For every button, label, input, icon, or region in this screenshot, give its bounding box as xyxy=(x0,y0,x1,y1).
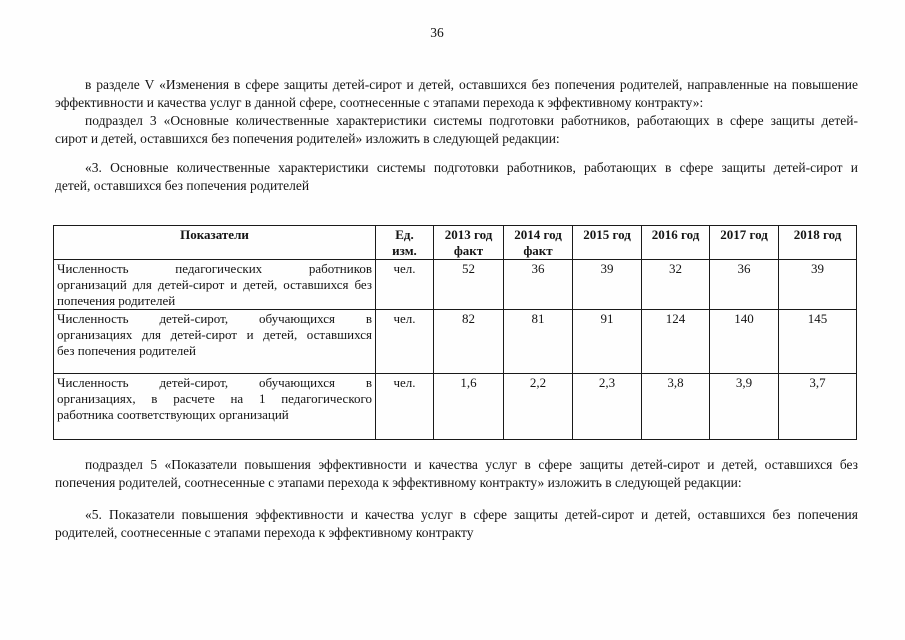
value-cell: 36 xyxy=(710,260,779,310)
value-cell: 81 xyxy=(504,310,573,374)
indicator-label xyxy=(54,374,376,440)
label-line: организациях для детей-сирот и детей, оставшихся xyxy=(57,327,372,342)
table-row xyxy=(54,260,857,310)
label-line: без попечения родителей xyxy=(57,343,196,358)
value-cell: 36 xyxy=(504,260,573,310)
value-cell: 3,8 xyxy=(642,374,710,440)
header-text: факт xyxy=(523,243,553,258)
value-cell: 82 xyxy=(434,310,504,374)
header-text: Показатели xyxy=(180,227,249,242)
value-cell: 3,7 xyxy=(779,374,857,440)
paragraph-line: «5. Показатели повышения эффективности и качества услуг в сфере защиты детей-сирот и детей, оставшихся без попечения xyxy=(85,507,858,522)
value-cell: 1,6 xyxy=(434,374,504,440)
indicator-label xyxy=(54,260,376,310)
paragraph-line: родителей, соотнесенные с этапами перехода к эффективному контракту xyxy=(55,525,474,540)
header-text: 2014 год xyxy=(514,227,562,242)
paragraph-section-v xyxy=(55,76,858,112)
label-line: Численность педагогических работников xyxy=(57,261,372,276)
table-header-year-2017 xyxy=(710,226,779,260)
header-text: 2016 год xyxy=(651,227,700,242)
table-header-year-2015 xyxy=(573,226,642,260)
unit-cell: чел. xyxy=(376,260,434,310)
paragraph-line: подраздел 5 «Показатели повышения эффективности и качества услуг в сфере защиты детей-сирот и детей, оставшихся без xyxy=(85,457,858,472)
value-cell: 2,3 xyxy=(573,374,642,440)
paragraph-line: подраздел 3 «Основные количественные характеристики системы подготовки работников, работающих в сфере защиты детей- xyxy=(85,113,858,128)
header-text: 2015 год xyxy=(583,227,631,242)
header-text: 2013 год xyxy=(444,227,493,242)
table-header-row xyxy=(54,226,857,260)
header-text: Ед. xyxy=(395,227,414,242)
value-cell: 3,9 xyxy=(710,374,779,440)
label-line: организациях, в расчете на 1 педагогического xyxy=(57,391,372,406)
label-line: работника соответствующих организаций xyxy=(57,407,289,422)
characteristics-table xyxy=(53,225,857,440)
header-text: 2017 год xyxy=(720,227,768,242)
table-row xyxy=(54,374,857,440)
table-header-indicator xyxy=(54,226,376,260)
value-cell: 2,2 xyxy=(504,374,573,440)
paragraph-line: сирот и детей, оставшихся без попечения родителей» изложить в следующей редакции: xyxy=(55,131,560,146)
paragraph-subsection-3-instruction xyxy=(55,112,858,148)
value-cell: 39 xyxy=(779,260,857,310)
paragraph-subsection-3-title xyxy=(55,159,858,195)
table-header-year-2018 xyxy=(779,226,857,260)
label-line: организаций для детей-сирот и детей, оставшихся без xyxy=(57,277,372,292)
header-text: 2018 год xyxy=(793,227,842,242)
paragraph-line: в разделе V «Изменения в сфере защиты детей-сирот и детей, оставшихся без попечения родителей, направленные на повышение xyxy=(85,77,858,92)
paragraph-subsection-5-instruction xyxy=(55,456,858,492)
value-cell: 39 xyxy=(573,260,642,310)
label-line: попечения родителей xyxy=(57,293,176,308)
header-text: факт xyxy=(453,243,484,258)
unit-cell: чел. xyxy=(376,374,434,440)
label-line: Численность детей-сирот, обучающихся в xyxy=(57,375,372,390)
unit-cell: чел. xyxy=(376,310,434,374)
table-header-unit xyxy=(376,226,434,260)
page-number: 36 xyxy=(430,25,444,40)
table-header-year-2013 xyxy=(434,226,504,260)
paragraph-line: детей, оставшихся без попечения родителей xyxy=(55,178,310,193)
paragraph-subsection-5-title xyxy=(55,506,858,542)
paragraph-line: «3. Основные количественные характеристики системы подготовки работников, работающих в сфере защиты детей-сирот и xyxy=(85,160,858,175)
table-header-year-2016 xyxy=(642,226,710,260)
value-cell: 91 xyxy=(573,310,642,374)
value-cell: 145 xyxy=(779,310,857,374)
value-cell: 140 xyxy=(710,310,779,374)
paragraph-line: попечения родителей, соотнесенные с этапами перехода к эффективному контракту» изложить в следующей редакции: xyxy=(55,475,742,490)
table-header-year-2014 xyxy=(504,226,573,260)
indicator-label xyxy=(54,310,376,374)
table-row xyxy=(54,310,857,374)
label-line: Численность детей-сирот, обучающихся в xyxy=(57,311,372,326)
value-cell: 32 xyxy=(642,260,710,310)
paragraph-line: эффективности и качества услуг в данной сфере, соотнесенные с этапами перехода к эффективному контракту»: xyxy=(55,95,704,110)
value-cell: 124 xyxy=(642,310,710,374)
header-text: изм. xyxy=(392,243,417,258)
value-cell: 52 xyxy=(434,260,504,310)
